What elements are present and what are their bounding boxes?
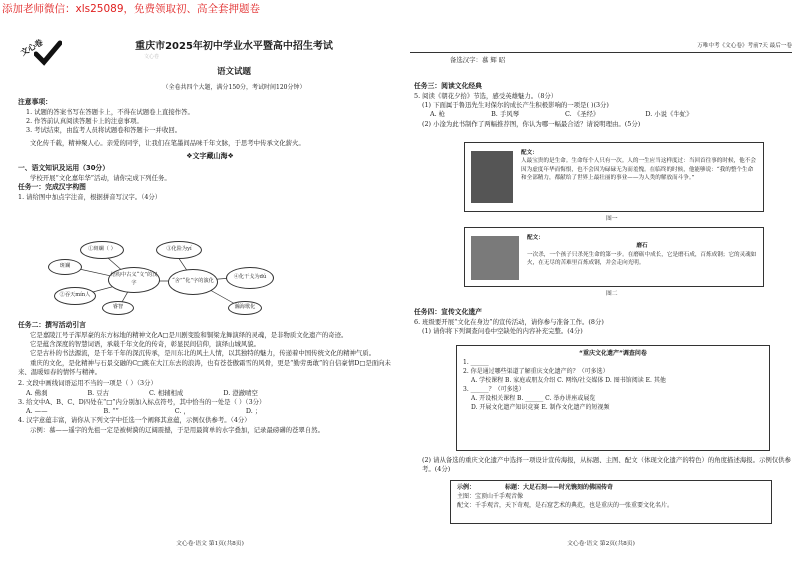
- poster-example-box: [450, 480, 772, 524]
- header-divider: [410, 52, 792, 53]
- exam-title: 重庆市2025年初中学业水平暨高中招生考试: [135, 41, 333, 52]
- notes-section: [18, 98, 402, 202]
- example-title: 标题：大足石刻——时光镌刻的佛国传奇: [505, 484, 614, 491]
- q3-option-b: B. “”: [103, 407, 119, 416]
- task2-heading: 任务二：撰写活动引言: [18, 321, 86, 329]
- q5-option-a: A. 枪: [430, 110, 446, 119]
- example-label: 示例：: [457, 484, 476, 491]
- task2-paragraph: 它是蕴含深度的智慧词语，承载千年文化的传奇，彰显民间信仰，演绎山城风貌。: [30, 340, 261, 349]
- q5-option-c: C. 《圣经》: [565, 110, 600, 119]
- survey-line-2: 2. 你是通过哪些渠道了解重庆文化遗产的？（可多选）: [463, 368, 609, 375]
- task2-paragraph: 它是嘉陵江号子浑厚豪的东方标地的精神文化A□是川剧变脸和铜梁龙舞演绎的灵魂，是非物质文化遗产的奇迹。: [30, 330, 348, 339]
- q2-option-a: A. 佛刹: [26, 388, 48, 397]
- question-6-2: (2) 请从备选的重庆文化遗产中选择一项设计宣传海报，从标题、主图、配文（体现文化遗产的特色）的角度描述海报。示例仅供参考。(4分): [422, 456, 791, 474]
- exam-note: （全卷共四个大题，满分150分，考试时间120分钟）: [162, 84, 306, 91]
- q2-option-b: B. 豆古: [87, 388, 110, 397]
- figure-2-caption: 图二: [606, 291, 618, 297]
- mindmap-node: 瀚海歌化: [228, 301, 262, 315]
- part1-intro: 学校开展“文化嘉年华”活动，请你完成下列任务。: [30, 173, 171, 182]
- question-1: 1. 请给图中加点字注音，根据拼音写汉字。（4分）: [18, 193, 162, 202]
- logo-text: 文心卷: [18, 36, 45, 58]
- survey-title: “重庆文化遗产”调查问卷: [579, 350, 647, 357]
- right-page-header: 万唯中考《文心卷》考前7天 最后一卷: [697, 43, 792, 49]
- card1-label: 配文：: [521, 150, 538, 156]
- part1-heading: 一、语文知识及运用（30分）: [18, 164, 110, 173]
- mindmap-node: ③化险为yí: [156, 241, 202, 259]
- note-item: 1. 试题的答案书写在答题卡上，不得在试题卷上直接作答。: [26, 107, 194, 116]
- q5-option-d: D. 小说《牛虻》: [645, 110, 693, 119]
- left-page: [14, 16, 406, 556]
- survey-line-3: 3. ______？（可多选）: [463, 386, 525, 393]
- faint-overlay-text: 文心卷: [144, 54, 160, 60]
- q3-option-a: A. ——: [26, 407, 48, 416]
- card2-text-block: [527, 234, 757, 268]
- example-caption: 配文：千手观音，天下奇观，是石窟艺术的典范，也是重庆的一张重要文化名片。: [457, 502, 674, 509]
- watermark-text: 添加老师微信：xls25089，免费领取初、高全套押题卷: [2, 3, 261, 15]
- note-item: 2. 作答前认真阅读答题卡上的注意事项。: [26, 117, 143, 126]
- task1-heading: 任务一：完成汉字构图: [18, 183, 86, 192]
- task2-section: [18, 321, 402, 435]
- left-page-footer: 文心卷·语文 第1页(共8页): [176, 540, 244, 547]
- note-item: 3. 考试结束，由监考人员将试题卷和答题卡一并收回。: [26, 126, 182, 135]
- landscape-image: [471, 236, 519, 280]
- portrait-image: [471, 151, 513, 203]
- survey-line-2-options: A. 学校课程 B. 家庭或朋友介绍 C. 网络/社交媒体 D. 图书馆阅读 E. 其他: [471, 377, 666, 384]
- card2-label: 配文：: [527, 235, 544, 241]
- mindmap-node: ①斑斓（ ）: [80, 241, 124, 259]
- example-main-image: 主图：宝顶山千手观音像: [457, 493, 524, 500]
- mindmap-center: 结构中古义“文”的汉字: [108, 267, 160, 293]
- q5-option-b: B. 手风琴: [491, 110, 520, 119]
- question-3: 3. 给文中A、B、C、D四处在“□”内分别加入标点符号，其中恰当的一处是（ ）（3分）: [18, 397, 266, 406]
- survey-box: [456, 345, 770, 451]
- survey-line-3-options-a: A. 开设相关课程 B. ______ C. 举办讲座或展览: [471, 395, 596, 402]
- task4-heading: 任务四：宣传文化遗产: [414, 308, 482, 316]
- question-5-1: (1) 下面属于鲁迅先生对保尔的成长产生积极影响的一项是( )(3分): [422, 101, 609, 110]
- card1-text-block: [521, 149, 757, 183]
- mindmap-node: “舍”“化”字的演化: [168, 269, 218, 295]
- task2-paragraph: 重庆的文化，是化精神与石景交融的C□跳在大江东去的浪涛，也有苍苍傲霜雪的风骨，更是“勤劳勇敢”的自信豪情D□是面向未来、温暖如春的情怀与精神。: [18, 358, 391, 376]
- q2-option-c: C. 相辅相成: [149, 388, 184, 397]
- q3-option-d: D. ；: [245, 407, 262, 416]
- checkmark-icon: [34, 40, 62, 66]
- right-page-footer: 文心卷·语文 第2页(共8页): [567, 540, 635, 547]
- survey-line-1: 1. ______: [463, 359, 489, 366]
- q4-example: 示例：慕——遥字的先祖一定是被树漪的辽阔震撼，于是用最简单的水字叠加，记录最磅礴的苍翠自然。: [30, 425, 324, 434]
- notes-heading: 注意事项：: [18, 98, 52, 106]
- q3-options: [18, 407, 402, 416]
- q3-option-c: C. ，: [174, 407, 190, 416]
- mindmap-diagram: [44, 237, 294, 319]
- recommend-card-1: [464, 142, 764, 212]
- q5-1-options: [414, 110, 798, 119]
- intro-text: 文化传千载，精神聚人心。亲爱的同学，让我们在笔墨间品味千年文脉，于思考中传承文化薪火。: [30, 138, 305, 147]
- card1-text: 人最宝贵的是生命。生命每个人只有一次。人的一生应当这样度过：当回首往事的时候，他不会因为虚度年华而悔恨，也不会因为碌碌无为而羞愧。在临终的时候，他能够说：“我的整个生命和全部精力，都献给了世界上最壮丽的事业——为人类的解放而斗争。”: [521, 158, 756, 182]
- question-2: 2. 文段中画线词语运用不当的一项是（ ）（3分）: [18, 379, 157, 388]
- question-5-2: (2) 小淦为此书制作了两幅推荐图，你认为哪一幅最合适？请说明理由。(5分): [422, 119, 641, 128]
- question-6-1: (1) 请你将下列调查问卷中空缺处的内容补充完整。(4分): [422, 327, 583, 336]
- section-title: ❖文字藏山海❖: [186, 151, 234, 160]
- mindmap-node: 睿智: [102, 301, 134, 315]
- survey-line-3-options-b: D. 开展文化遗产知识竞赛 E. 制作文化遗产的短视频: [471, 404, 610, 411]
- logo: [20, 36, 60, 70]
- question-5: 5. 阅读《朝花夕拾》节选，感受英雄魅力。（8分）: [414, 91, 558, 100]
- mindmap-node: 斑斓: [48, 259, 82, 275]
- task2-paragraph: 它是古朴的书法源流，是千年千年的深沉传承，是川东北的风土人情，以其独特的魅力，传递着中国传统文化的精神气质。: [30, 349, 376, 358]
- task3-section: [414, 82, 798, 129]
- example-header-row: [457, 483, 765, 492]
- recommend-card-2: [464, 227, 764, 287]
- task3-heading: 任务三：阅读文化经典: [414, 82, 482, 90]
- q2-option-d: D. 澄澈晴空: [223, 388, 258, 397]
- right-page: [410, 16, 792, 556]
- q6-2-section: [414, 456, 798, 475]
- card2-title: 磨石: [636, 243, 648, 250]
- exam-subtitle: 语文试题: [216, 67, 251, 77]
- figure-1-caption: 图一: [606, 216, 618, 222]
- mindmap-node: ②吞天mín人: [54, 287, 96, 305]
- candidate-characters: 备选汉字：慕 辉 昭: [450, 56, 506, 64]
- task4-section: [414, 308, 798, 336]
- card2-text: 一次杀，一个孩子只杀死生命的第一步。在磨砺中成长，它是磨石成，百炼成钢；它的灵魂如火，在无尽的苦难里百炼成钢，并会走向光明。: [527, 251, 757, 267]
- mindmap-node: ④化干戈为dú: [226, 267, 274, 289]
- q2-options: [18, 389, 402, 398]
- question-4: 4. 汉字意蕴丰富，请你从下列文字中任选一个阐释其意蕴，示例仅供参考。（4分）: [18, 416, 251, 425]
- question-6: 6. 班级要开展“文化在身边”的宣传活动，请你参与准备工作。(8分): [414, 317, 604, 326]
